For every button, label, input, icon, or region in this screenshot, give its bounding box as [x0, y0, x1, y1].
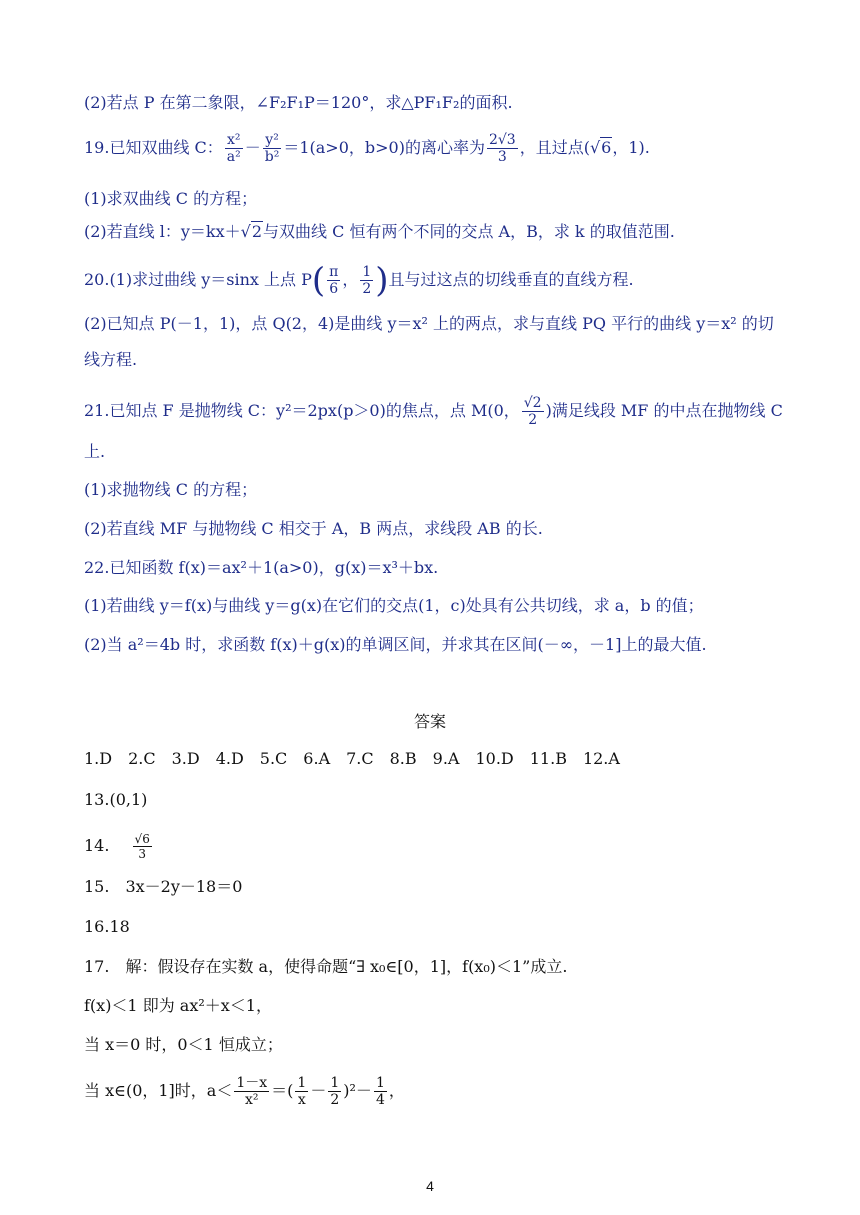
problem-20-part-1: 20.(1)求过曲线 y＝sinx 上点 P( $\frac{\pi}{6}$ ， $\frac{1}{2}$ )且与过这点的切线垂直的直线方程. [84, 260, 634, 301]
answer-17-line-4-text-a: 当 x∈(0，1]时，a＜ [84, 1081, 233, 1100]
fraction-1-over-4: $\frac{1}{4}$ [375, 1075, 385, 1108]
problem-20-part-2-line-1: (2)已知点 P(－1，1)，点 Q(2，4)是曲线 y＝x² 上的两点，求与直线 PQ 平行的曲线 y＝x² 的切 [84, 314, 774, 333]
answer-14-fraction: $\frac{√6}{3}$ [134, 832, 150, 861]
problem-22-statement: 22.已知函数 f(x)＝ax²＋1(a>0)，g(x)＝x³＋bx. [84, 558, 439, 577]
problem-21-statement-cont: 上. [84, 442, 106, 461]
problem-19-text-d: ，1). [612, 138, 650, 157]
problem-20-text-a: 20.(1)求过曲线 y＝sinx 上点 P [84, 270, 312, 289]
answer-17-line-4-text-b: ＝( [271, 1081, 294, 1100]
problem-21-text-a: 21.已知点 F 是抛物线 C：y²＝2px(p＞0)的焦点，点 M(0， [84, 401, 520, 420]
problem-19-part-2 [84, 221, 820, 243]
problem-19-text-c: ，且过点( [519, 138, 590, 157]
problem-21-statement [84, 395, 820, 428]
problem-21-part-2: (2)若直线 MF 与抛物线 C 相交于 A，B 两点，求线段 AB 的长. [84, 519, 543, 538]
fraction-root2-2: $\frac{√2}{2}$ [523, 395, 542, 428]
problem-22-part-1: (1)若曲线 y＝f(x)与曲线 y＝g(x)在它们的交点(1，c)处具有公共切线，求 a，b 的值； [84, 596, 704, 615]
problem-21-text-b: )满足线段 MF 的中点在抛物线 C [545, 401, 783, 420]
answer-17-line-4: 当 x∈(0，1]时，a＜ $\frac{1-x}{\text{x²}}$ ＝( $\frac{1}{x}$ － $\frac{1}{2}$ )²－ $\frac{1}{4}$ ， [84, 1075, 405, 1108]
problem-19-statement: 19.已知双曲线 C： $\frac{\text{x²}}{\text{a²}}$ － $\frac{\text{y²}}{\text{b²}}$ ＝1(a>0，b>0)的离心率为 $\frac{2√3}{3}$ ，且过点(√6，1). [84, 132, 650, 165]
answer-14 [84, 832, 820, 861]
answer-17-line-2: f(x)＜1 即为 ax²＋x＜1， [84, 996, 272, 1015]
problem-19-part-2-text-b: 与双曲线 C 恒有两个不同的交点 A，B，求 k 的取值范围. [263, 222, 675, 241]
fraction-1-over-2: $\frac{1}{2}$ [330, 1075, 340, 1108]
answers-1-12: 1.D 2.C 3.D 4.D 5.C 6.A 7.C 8.B 9.A 10.D 11.B 12.A [84, 749, 620, 768]
answer-17-line-4-text-c: )²－ [343, 1081, 372, 1100]
page-number: 4 [426, 1178, 434, 1194]
fraction-x2-a2: $\frac{\text{x²}}{\text{a²}}$ [226, 132, 241, 165]
answer-15: 15. 3x－2y－18＝0 [84, 877, 243, 896]
fraction-y2-b2: $\frac{\text{y²}}{\text{b²}}$ [264, 132, 280, 165]
answer-13: 13.(0,1) [84, 790, 148, 809]
problem-20-text-b: 且与过这点的切线垂直的直线方程. [388, 270, 634, 289]
fraction-1-minus-x-over-x2: $\frac{1-x}{\text{x²}}$ [236, 1075, 268, 1108]
problem-19-text-a: 19.已知双曲线 C： [84, 138, 223, 157]
sqrt-6: √6 [589, 138, 612, 157]
sqrt-2: √2 [240, 222, 263, 241]
problem-19-text-b: ＝1(a>0，b>0)的离心率为 [283, 138, 485, 157]
problem-20-part-2-line-2: 线方程. [84, 350, 138, 369]
answers-title: 答案 [413, 712, 446, 731]
fraction-1-over-x: $\frac{1}{x}$ [297, 1075, 307, 1108]
answer-16: 16.18 [84, 917, 130, 936]
answer-17-line-1: 17. 解：假设存在实数 a，使得命题“∃ x₀∈[0，1]，f(x₀)＜1”成立. [84, 957, 568, 976]
fraction-1-2: $\frac{1}{2}$ [362, 264, 372, 297]
problem-19-part-2-text-a: (2)若直线 l：y＝kx＋ [84, 222, 241, 241]
fraction-pi-6: $\frac{\pi}{6}$ [329, 264, 339, 297]
problem-21-part-1: (1)求抛物线 C 的方程； [84, 480, 258, 499]
problem-22-part-2: (2)当 a²＝4b 时，求函数 f(x)＋g(x)的单调区间，并求其在区间(－∞，－1]上的最大值. [84, 635, 707, 654]
answer-14-label: 14. [84, 836, 110, 855]
fraction-eccentricity: $\frac{2√3}{3}$ [488, 132, 516, 165]
answer-17-line-3: 当 x＝0 时，0＜1 恒成立； [84, 1035, 283, 1054]
problem-18-part-2: (2)若点 P 在第二象限，∠F₂F₁P＝120°，求△PF₁F₂的面积. [84, 93, 513, 112]
problem-19-part-1: (1)求双曲线 C 的方程； [84, 189, 258, 208]
